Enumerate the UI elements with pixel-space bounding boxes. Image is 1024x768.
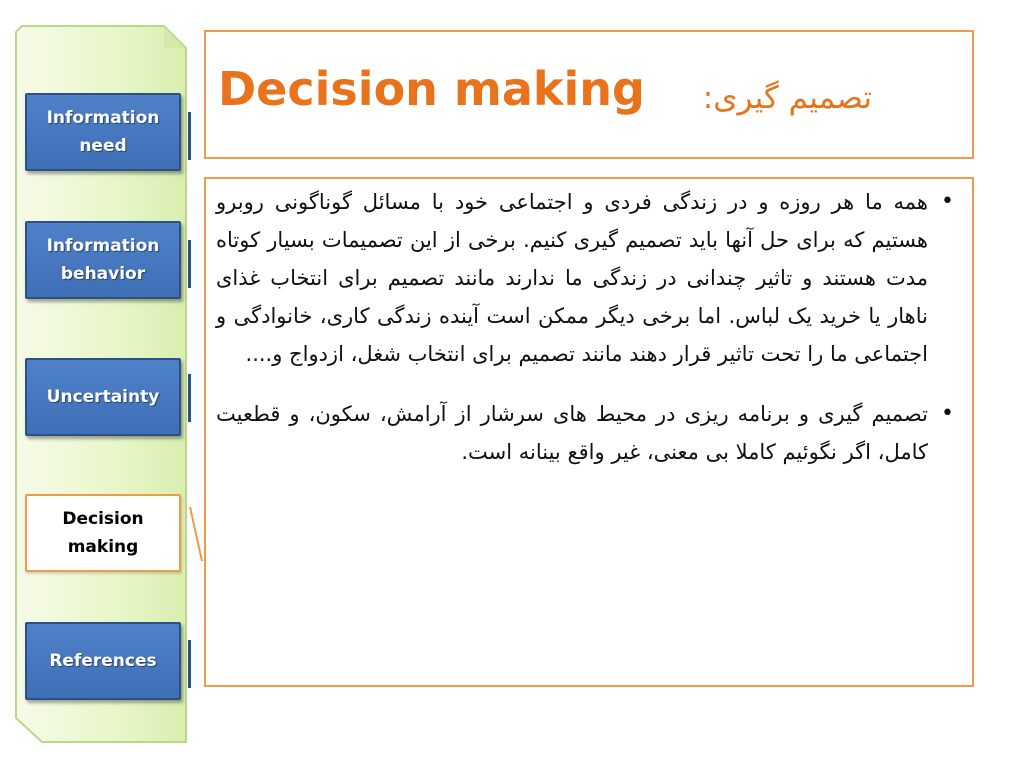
nav-item-uncertainty[interactable] — [25, 358, 181, 436]
nav-item-decision-making[interactable] — [25, 494, 181, 572]
nav-item-label: References — [49, 651, 157, 671]
connector-line — [188, 240, 191, 288]
bullet-text: تصمیم گیری و برنامه ریزی در محیط های سرشار از آرامش، سکون، و قطعیت کامل، اگر نگوئیم کاملا بی معنی، غیر واقع بینانه است. — [216, 402, 928, 464]
nav-item-label: Uncertainty — [46, 387, 160, 407]
connector-line — [188, 112, 191, 160]
bullet-text: همه ما هر روزه و در زندگی فردی و اجتماعی خود با مسائل گوناگونی روبرو هستیم که برای حل آنها باید تصمیم گیری کنیم. برخی از این تصمیمات بسیار کوتاه مدت هستند و تاثیر چندانی در زندگی ما ندارند مانند تصمیم برای انتخاب غذای ناهار یا خرید یک لباس. اما برخی دیگر ممکن است آینده زندگی کاری، خانوادگی و اجتماعی ما را تحت تاثیر قرار دهند مانند تصمیم برای انتخاب شغل، ازدواج و.... — [216, 190, 928, 366]
nav-item-label: Decision making — [62, 509, 144, 557]
bullet-icon: • — [941, 401, 954, 426]
bullet-list — [216, 183, 954, 493]
bullet-icon: • — [941, 189, 954, 214]
bullet-item — [216, 183, 954, 373]
bullet-item — [216, 395, 954, 471]
nav-item-label: Information behavior — [46, 236, 160, 284]
connector-line — [188, 640, 191, 688]
title-box — [204, 30, 974, 159]
page-title: Decision making — [218, 62, 645, 116]
nav-item-information-behavior[interactable] — [25, 221, 181, 299]
connector-active — [186, 505, 206, 565]
page-title-persian: تصمیم گیری: — [702, 80, 872, 116]
connector-line — [188, 374, 191, 422]
nav-item-label: Information need — [46, 108, 160, 156]
nav-item-information-need[interactable] — [25, 93, 181, 171]
content-box — [204, 177, 974, 687]
nav-item-references[interactable] — [25, 622, 181, 700]
